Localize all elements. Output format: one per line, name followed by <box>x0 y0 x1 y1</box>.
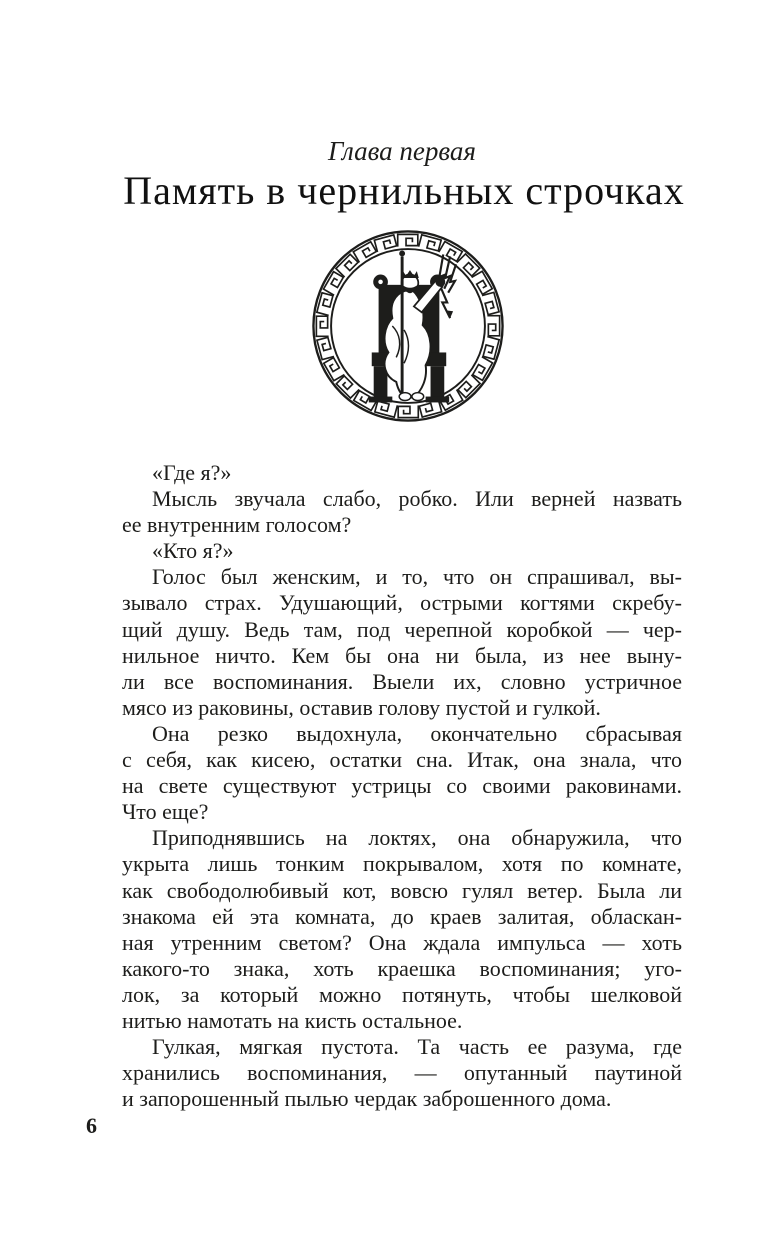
text-line: нильное ничто. Кем бы она ни была, из нее выну- <box>122 642 682 668</box>
text-line: и запорошенный пылью чердак заброшенного дома. <box>122 1086 612 1112</box>
page-number: 6 <box>86 1113 97 1138</box>
text-line: какого-то знака, хоть краешка воспоминания; уго- <box>122 955 682 981</box>
chapter-title: Память в чернильных строчках <box>123 168 685 213</box>
text-line: на свете существуют устрицы со своими раковинами. <box>122 773 682 799</box>
text-line: укрыта лишь тонким покрывалом, хотя по комнате, <box>122 851 682 877</box>
text-line: как свободолюбивый кот, вовсю гулял ветер. Была ли <box>122 877 682 903</box>
text-line: нитью намотать на кисть остальное. <box>122 1007 463 1033</box>
text-line: ли все воспоминания. Выели их, словно устричное <box>122 668 682 694</box>
zeus-on-throne-medallion-icon <box>310 228 506 424</box>
text-line: с себя, как кисею, остатки сна. Итак, она знала, что <box>122 747 682 773</box>
text-line: Мысль звучала слабо, робко. Или верней назвать <box>152 486 682 512</box>
text-line: Что еще? <box>122 799 209 825</box>
text-line: Гулкая, мягкая пустота. Та часть ее разума, где <box>152 1034 682 1060</box>
text-line: лок, за который можно потянуть, чтобы шелковой <box>122 981 682 1007</box>
text-line: Голос был женским, и то, что он спрашивал, вы- <box>152 564 682 590</box>
text-line: мясо из раковины, оставив голову пустой и гулкой. <box>122 694 601 720</box>
text-line: щий душу. Ведь там, под черепной коробкой — чер- <box>122 616 682 642</box>
chapter-emblem <box>310 228 506 424</box>
text-line: Она резко выдохнула, окончательно сбрасывая <box>152 720 682 746</box>
chapter-label: Глава первая <box>328 136 476 166</box>
text-line: Приподнявшись на локтях, она обнаружила, что <box>152 825 682 851</box>
text-line: хранились воспоминания, — опутанный паутиной <box>122 1060 682 1086</box>
text-line: знакома ей эта комната, до краев залитая, обласкан- <box>122 903 682 929</box>
text-line: «Кто я?» <box>152 538 234 564</box>
zeus-figure <box>369 251 456 403</box>
text-line: «Где я?» <box>152 460 232 485</box>
text-line: ее внутренним голосом? <box>122 512 352 538</box>
text-line: зывало страх. Удушающий, острыми когтями скребу- <box>122 590 682 616</box>
text-line: ная утренним светом? Она ждала импульса — хоть <box>122 929 682 955</box>
body-text <box>122 460 682 1112</box>
